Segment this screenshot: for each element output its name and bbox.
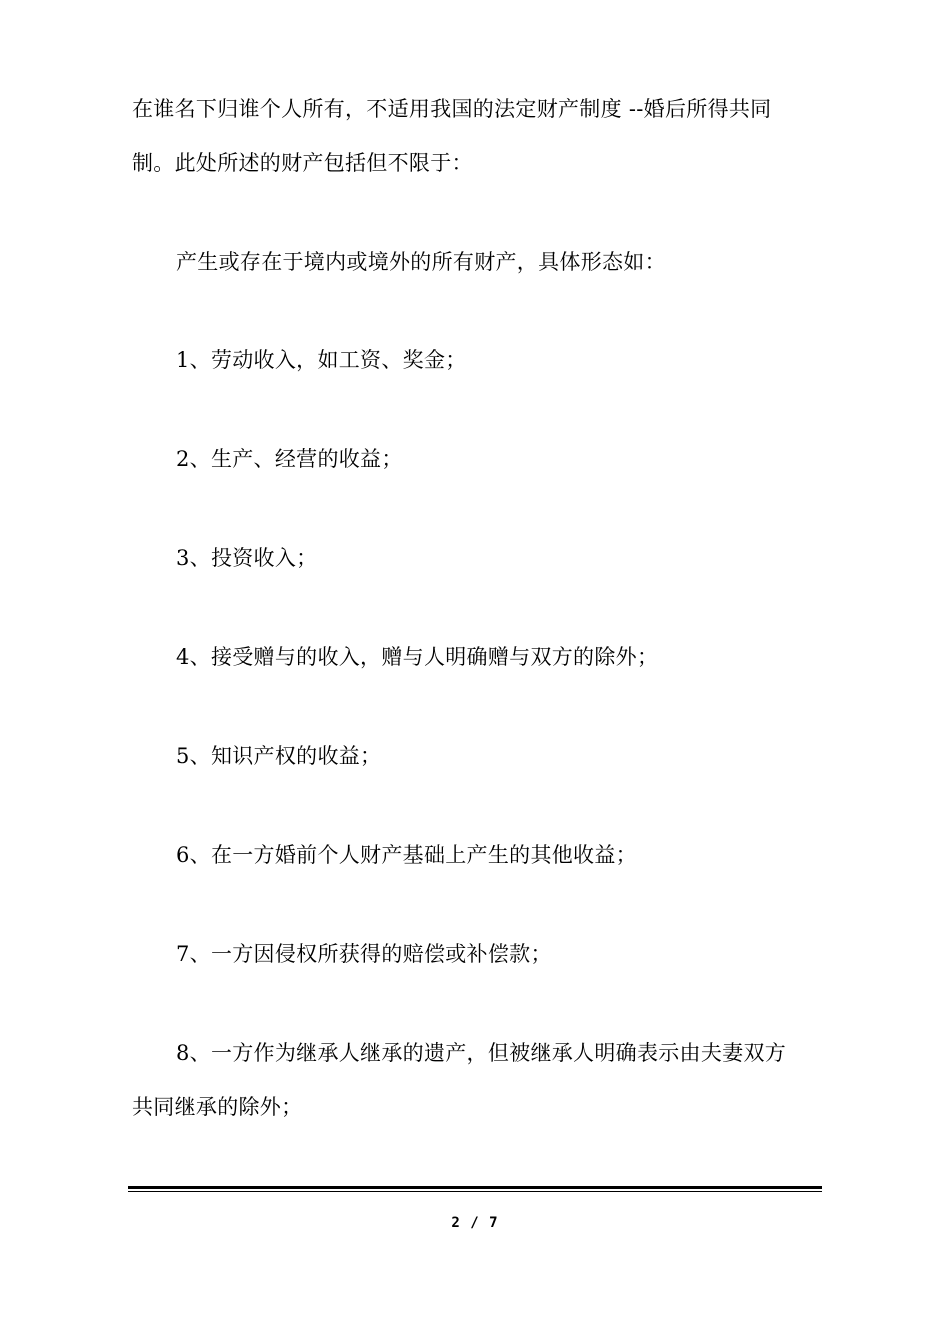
footer-divider-thick: [128, 1186, 822, 1189]
list-item: 2、生产、经营的收益；: [176, 447, 403, 471]
list-item: 3、投资收入；: [176, 546, 318, 570]
list-item: 1、劳动收入，如工资、奖金；: [176, 348, 467, 372]
list-item-continuation: 共同继承的除外；: [132, 1095, 303, 1119]
list-item: 4、接受赠与的收入，赠与人明确赠与双方的除外；: [176, 645, 659, 669]
paragraph-line: 产生或存在于境内或境外的所有财产，具体形态如：: [176, 250, 666, 274]
paragraph-line: 在谁名下归谁个人所有，不适用我国的法定财产制度 --婚后所得共同: [132, 97, 772, 121]
paragraph-line: 制。此处所述的财产包括但不限于：: [132, 151, 473, 175]
list-item: 6、在一方婚前个人财产基础上产生的其他收益；: [176, 843, 637, 867]
list-item: 5、知识产权的收益；: [176, 744, 382, 768]
footer-divider-thin: [128, 1191, 822, 1192]
page-number: 2 / 7: [451, 1215, 499, 1231]
list-item: 7、一方因侵权所获得的赔偿或补偿款；: [176, 942, 552, 966]
list-item: 8、一方作为继承人继承的遗产，但被继承人明确表示由夫妻双方: [176, 1041, 787, 1065]
